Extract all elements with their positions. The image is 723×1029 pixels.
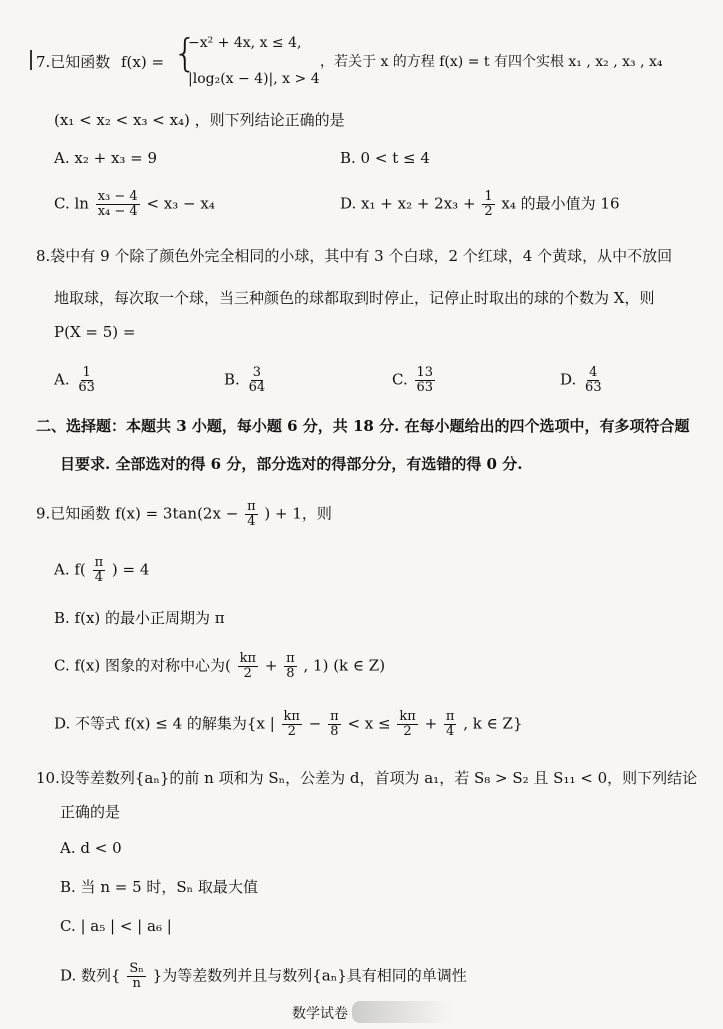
q7-c-fraction bbox=[96, 190, 140, 219]
q7-c-post: < x₃ − x₄ bbox=[146, 194, 215, 213]
q9-stem-pre: 9.已知函数 f(x) = 3tan(2x − bbox=[36, 504, 239, 523]
q9-d-den-2: 8 bbox=[330, 724, 339, 739]
q7-d-fraction bbox=[482, 190, 494, 219]
q10-d-num: Sₙ bbox=[129, 961, 144, 976]
q9-d-m1: − bbox=[308, 714, 322, 733]
q7-brace: { bbox=[173, 31, 198, 75]
q7-option-a: A. x₂ + x₃ = 9 bbox=[54, 149, 158, 167]
q8-d-fraction bbox=[583, 366, 604, 395]
q7-prefix: 7.已知函数 bbox=[36, 53, 111, 71]
q10-option-c: C. | a₅ | < | a₆ | bbox=[60, 917, 172, 935]
q9-d-num-2: π bbox=[330, 709, 339, 724]
q8-line-3: P(X = 5) = bbox=[54, 323, 136, 341]
q8-d-label: D. bbox=[560, 370, 577, 389]
q8-c-fraction bbox=[415, 366, 436, 395]
q9-d-den-4: 4 bbox=[446, 724, 455, 739]
q9-d-num-4: π bbox=[445, 709, 455, 724]
q10-line-2: 正确的是 bbox=[60, 803, 121, 821]
q9-d-post: , k ∈ Z} bbox=[463, 714, 523, 733]
q8-b-label: B. bbox=[224, 370, 240, 389]
q7-func-name: f(x) = bbox=[121, 53, 165, 71]
section-2-line-2: 目要求. 全部选对的得 6 分，部分选对的得部分分，有选错的得 0 分. bbox=[60, 455, 523, 473]
q8-option-c bbox=[392, 366, 437, 395]
margin-mark bbox=[30, 50, 32, 70]
q9-c-fraction-2 bbox=[284, 652, 297, 681]
q7-option-c bbox=[54, 190, 215, 219]
q9-d-fraction-1 bbox=[282, 710, 302, 739]
q8-option-a bbox=[54, 366, 99, 395]
q8-option-d bbox=[560, 366, 606, 395]
q7-d-den: 2 bbox=[484, 204, 493, 219]
q10-line-1: 10.设等差数列{aₙ}的前 n 项和为 Sₙ，公差为 d，首项为 a₁，若 S₈ > S₂ 且 S₁₁ < 0，则下列结论 bbox=[36, 769, 698, 787]
q9-a-num: π bbox=[94, 555, 104, 570]
section-2-line-1: 二、选择题：本题共 3 小题，每小题 6 分，共 18 分. 在每小题给出的四个选项中，有多项符合题 bbox=[36, 417, 690, 435]
q9-d-num-1: kπ bbox=[283, 709, 300, 724]
q9-c-post: , 1) (k ∈ Z) bbox=[303, 656, 386, 675]
q9-d-num-3: kπ bbox=[399, 709, 416, 724]
blur-smudge bbox=[352, 1001, 452, 1023]
q9-d-pre: D. 不等式 f(x) ≤ 4 的解集为{x | bbox=[54, 714, 275, 733]
q9-d-fraction-2 bbox=[328, 710, 341, 739]
q9-c-den-2: 8 bbox=[286, 666, 295, 681]
q7-option-b: B. 0 < t ≤ 4 bbox=[340, 149, 430, 167]
q7-c-den: x₄ − 4 bbox=[97, 204, 138, 219]
q10-d-fraction bbox=[127, 962, 146, 991]
q9-option-a bbox=[54, 556, 149, 585]
q9-a-post: ) = 4 bbox=[111, 560, 150, 579]
q8-a-fraction bbox=[76, 366, 97, 395]
q9-stem-num: π bbox=[247, 499, 256, 514]
q8-a-den: 63 bbox=[78, 380, 95, 395]
q9-d-fraction-3 bbox=[397, 710, 417, 739]
q10-d-post: }为等差数列并且与数列{aₙ}具有相同的单调性 bbox=[152, 966, 467, 985]
q9-c-fraction-1 bbox=[238, 652, 258, 681]
q9-option-c bbox=[54, 652, 385, 681]
q9-c-mid: + bbox=[264, 656, 278, 675]
q7-d-num: 1 bbox=[484, 189, 493, 204]
q9-c-num-2: π bbox=[286, 651, 295, 666]
q9-d-fraction-4 bbox=[444, 710, 457, 739]
q9-a-fraction bbox=[93, 556, 106, 585]
q7-d-post: x₄ 的最小值为 16 bbox=[501, 194, 620, 213]
q10-d-pre: D. 数列{ bbox=[60, 966, 121, 985]
q9-option-d bbox=[54, 710, 522, 739]
q8-a-num: 1 bbox=[82, 365, 91, 380]
q10-option-b: B. 当 n = 5 时，Sₙ 取最大值 bbox=[60, 878, 258, 896]
q7-option-d bbox=[340, 190, 620, 219]
q8-b-den: 64 bbox=[248, 380, 266, 395]
q10-d-den: n bbox=[132, 976, 141, 991]
q9-a-pre: A. f( bbox=[54, 560, 86, 579]
q8-option-b bbox=[224, 366, 269, 395]
q9-stem bbox=[36, 500, 332, 529]
page-footer: 数学试卷 bbox=[292, 1006, 348, 1022]
q7-line-2: (x₁ < x₂ < x₃ < x₄) ，则下列结论正确的是 bbox=[54, 111, 345, 129]
q9-c-pre: C. f(x) 图象的对称中心为( bbox=[54, 656, 231, 675]
q8-d-den: 63 bbox=[585, 380, 602, 395]
q8-b-num: 3 bbox=[252, 365, 261, 380]
q9-c-num-1: kπ bbox=[239, 651, 257, 666]
q7-piece-2: |log₂(x − 4)|, x > 4 bbox=[188, 71, 320, 87]
q7-piece-1: −x² + 4x, x ≤ 4, bbox=[188, 35, 302, 51]
q8-line-1: 8.袋中有 9 个除了颜色外完全相同的小球，其中有 3 个白球，2 个红球，4 个黄球，从中不放回 bbox=[36, 247, 673, 265]
q9-d-den-3: 2 bbox=[403, 724, 412, 739]
q7-c-num: x₃ − 4 bbox=[97, 189, 138, 204]
q8-c-num: 13 bbox=[416, 365, 434, 380]
q9-d-m2: < x ≤ bbox=[347, 714, 391, 733]
q8-b-fraction bbox=[247, 366, 268, 395]
q9-a-den: 4 bbox=[94, 570, 103, 585]
q7-suffix: ，若关于 x 的方程 f(x) = t 有四个实根 x₁ , x₂ , x₃ , x₄ bbox=[320, 54, 663, 70]
q8-c-den: 63 bbox=[416, 380, 434, 395]
q9-d-m3: + bbox=[424, 714, 438, 733]
q8-line-2: 地取球，每次取一个球，当三种颜色的球都取到时停止，记停止时取出的球的个数为 X，则 bbox=[54, 289, 655, 307]
q9-d-den-1: 2 bbox=[287, 724, 296, 739]
q9-stem-fraction bbox=[245, 500, 258, 529]
q8-a-label: A. bbox=[54, 370, 70, 389]
q9-c-den-1: 2 bbox=[243, 666, 252, 681]
q8-d-num: 4 bbox=[589, 365, 598, 380]
q9-option-b: B. f(x) 的最小正周期为 π bbox=[54, 609, 225, 627]
q9-stem-den: 4 bbox=[247, 514, 256, 529]
q7-d-pre: D. x₁ + x₂ + 2x₃ + bbox=[340, 194, 476, 213]
q9-stem-post: ) + 1，则 bbox=[264, 504, 332, 523]
q10-option-a: A. d < 0 bbox=[60, 839, 122, 857]
q8-c-label: C. bbox=[392, 370, 408, 389]
q10-option-d bbox=[60, 962, 467, 991]
q7-c-pre: C. ln bbox=[54, 194, 89, 213]
